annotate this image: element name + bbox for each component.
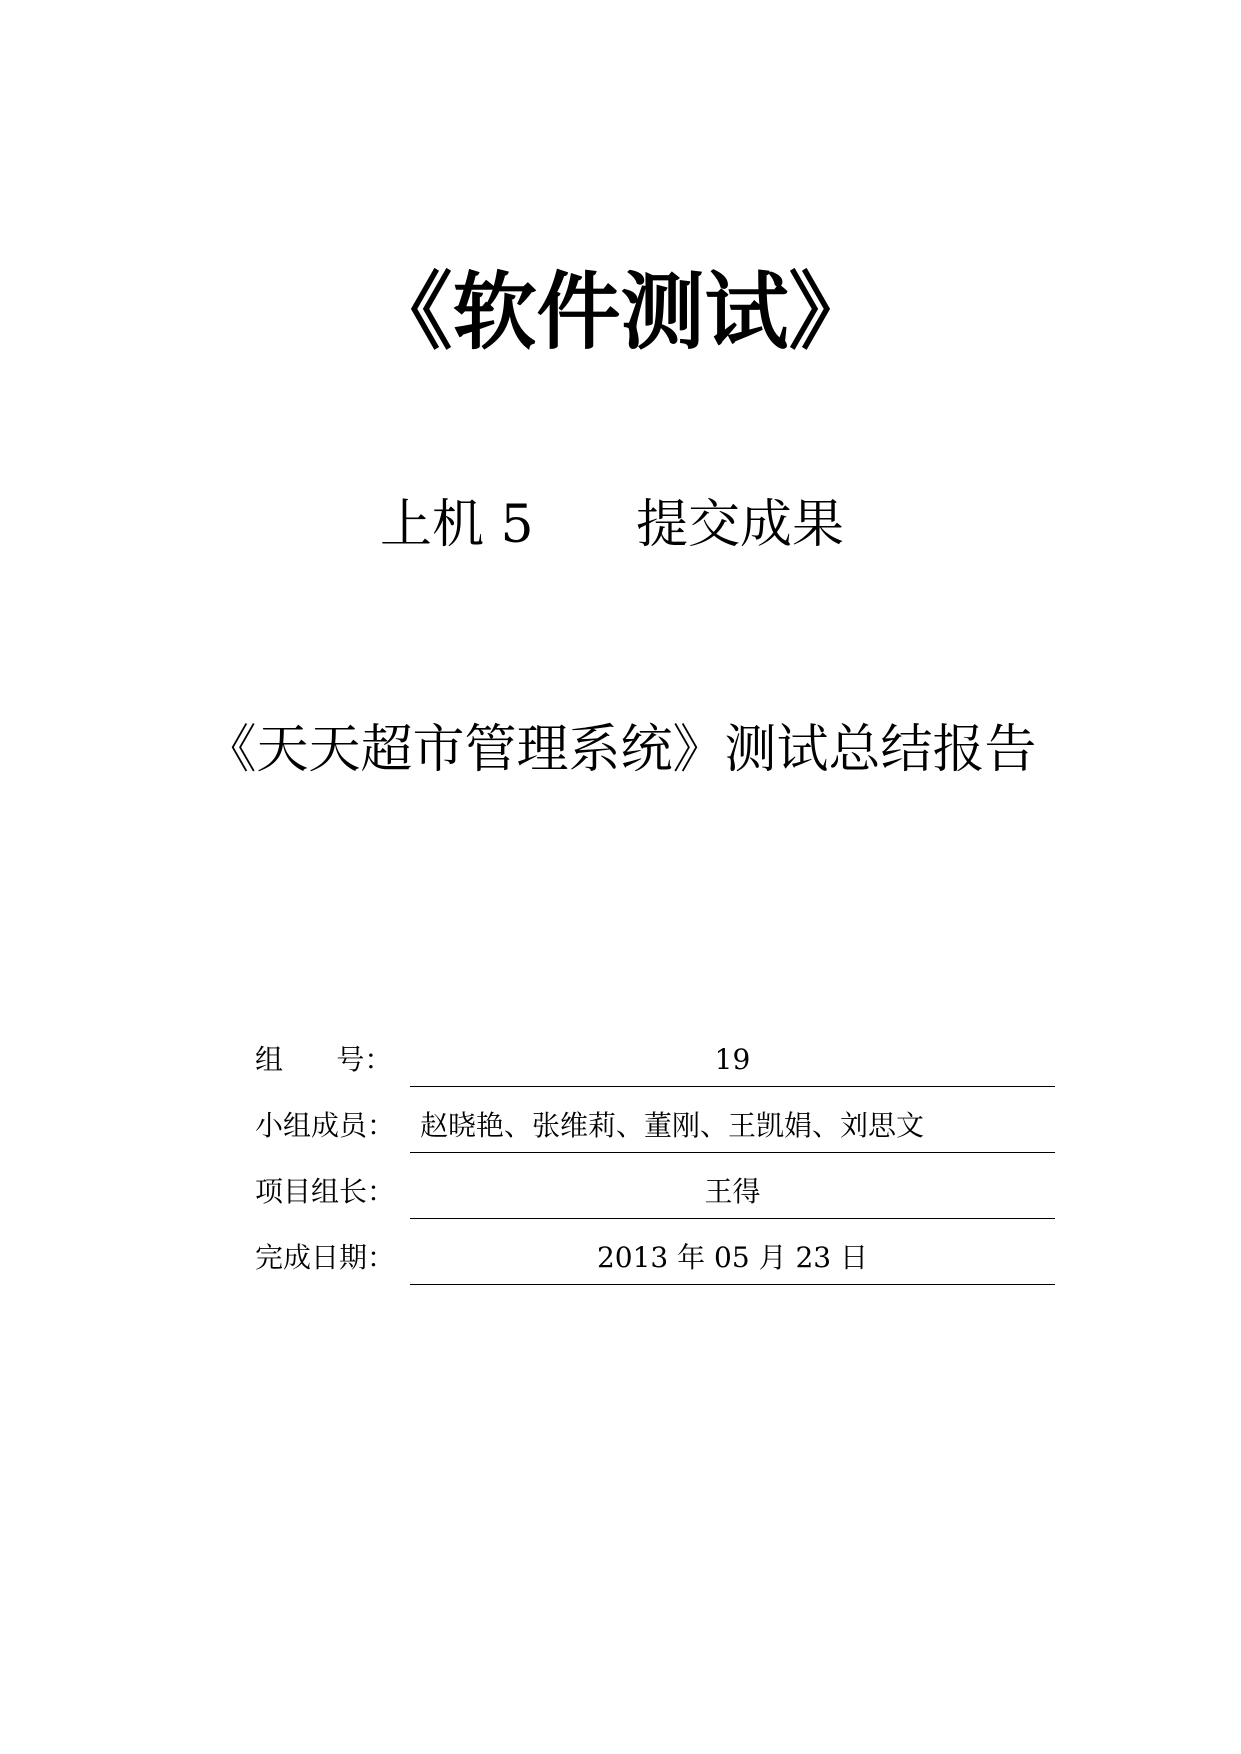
leader-value: 王得 <box>704 1175 761 1208</box>
leader-underline <box>410 1218 1055 1219</box>
members-label: 小组成员： <box>255 1109 396 1142</box>
members-underline <box>410 1152 1055 1153</box>
leader-label: 项目组长： <box>255 1175 396 1208</box>
members-value: 赵晓艳、张维莉、董刚、王凯娟、刘思文 <box>420 1109 925 1142</box>
date-underline <box>410 1284 1055 1285</box>
group-label: 组 号： <box>255 1043 393 1076</box>
info-row-group <box>255 1032 1055 1098</box>
info-row-date <box>255 1230 1055 1296</box>
report-title: 《天天超市管理系统》测试总结报告 <box>204 720 1037 780</box>
info-row-leader <box>255 1164 1055 1230</box>
group-value: 19 <box>714 1043 751 1076</box>
date-label: 完成日期： <box>255 1241 396 1274</box>
lab-caption: 提交成果 <box>636 495 845 555</box>
group-underline <box>410 1086 1055 1087</box>
course-title: 《软件测试》 <box>368 263 873 361</box>
lab-number: 上机 5 <box>380 495 534 555</box>
info-row-members <box>255 1098 1055 1164</box>
info-table <box>255 1032 1055 1296</box>
date-value: 2013 年 05 月 23 日 <box>596 1241 869 1274</box>
